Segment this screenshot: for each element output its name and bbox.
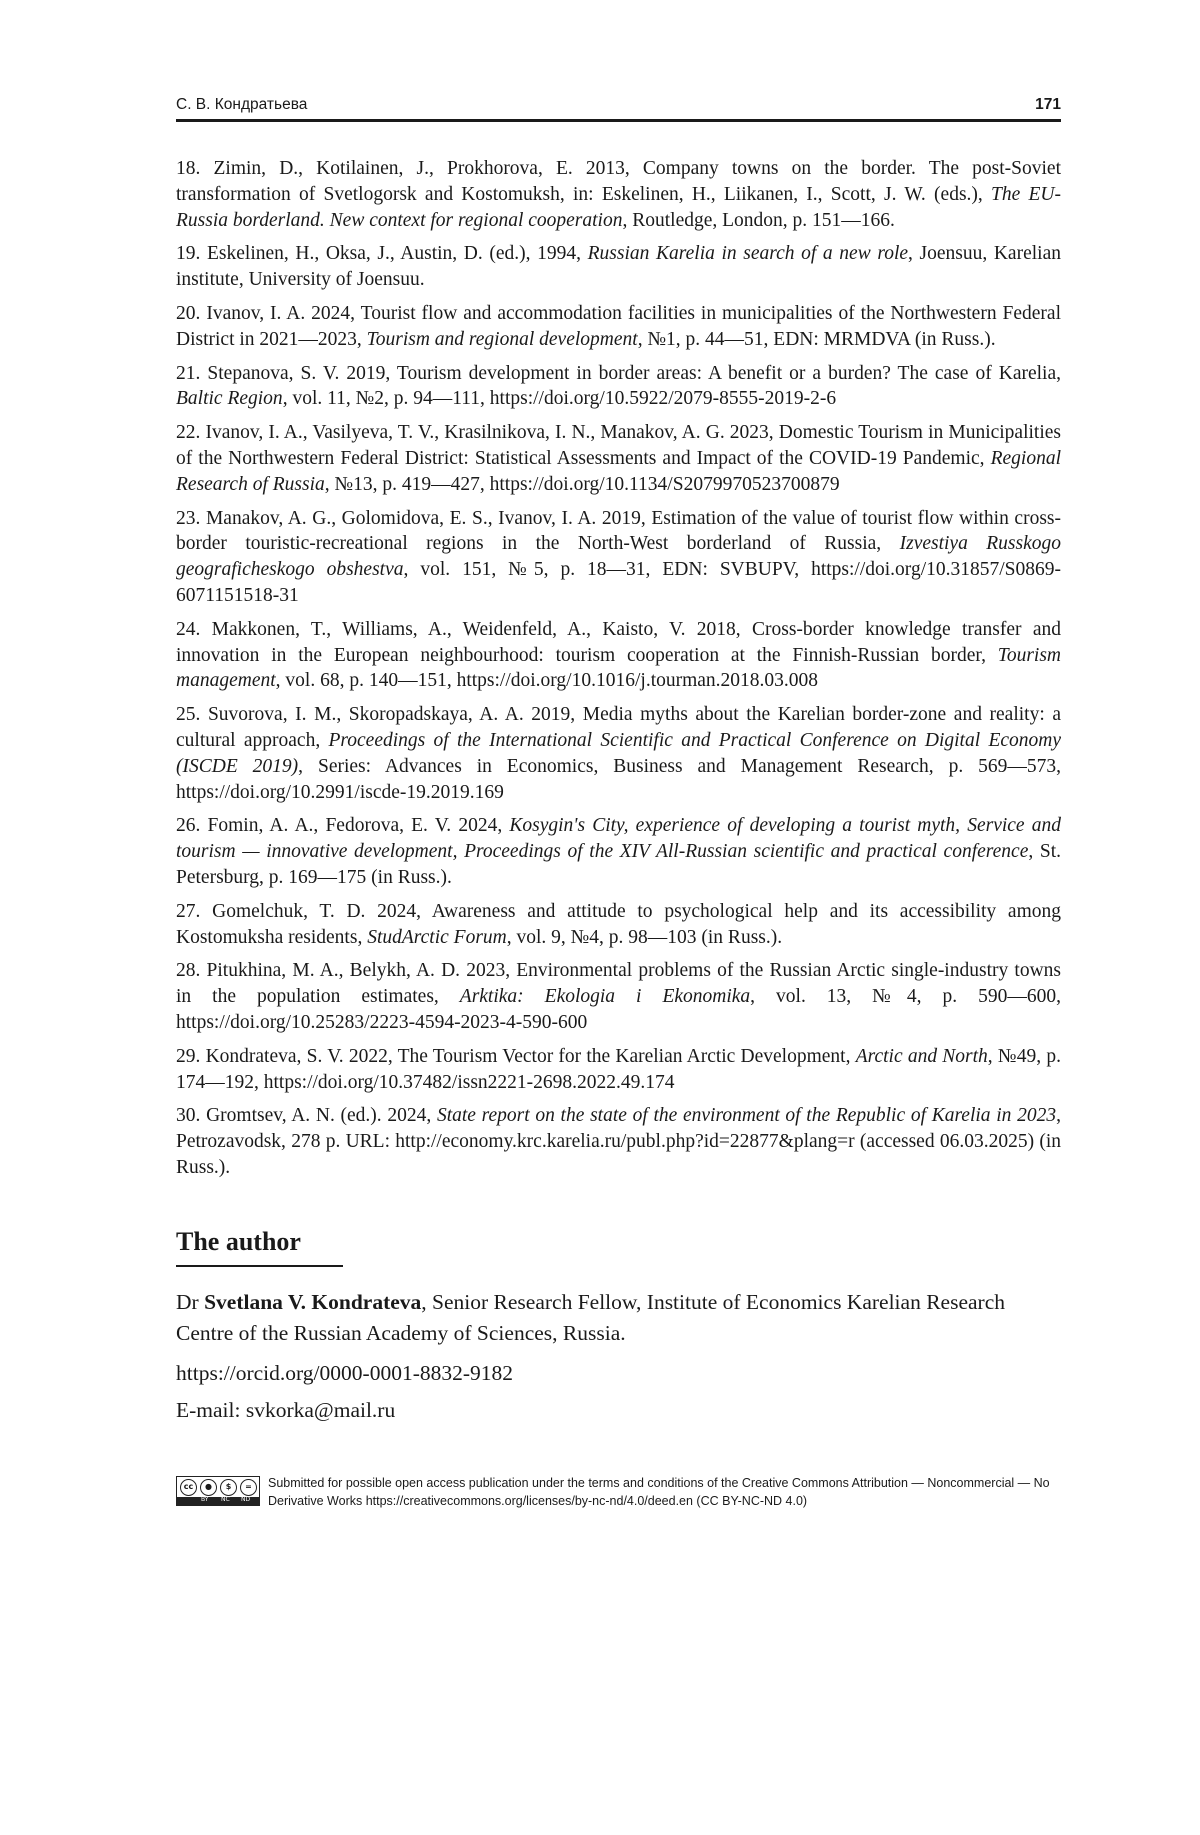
reference-source-title: State report on the state of the environment of the Republic of Karelia in 2023 <box>437 1105 1056 1126</box>
reference-text: Pitukhina, M. A., Belykh, A. D. 2023, Environmental problems of the Russian Arctic single-industry towns in the population estimates, <box>176 960 1061 1007</box>
reference-item <box>176 420 1061 497</box>
reference-list <box>176 156 1061 1181</box>
page <box>176 96 1061 1423</box>
badge-label-nc: NC <box>221 1496 230 1504</box>
reference-text: , №1, p. 44—51, EDN: MRMDVA (in Russ.). <box>638 329 996 350</box>
reference-text: Kondrateva, S. V. 2022, The Tourism Vector for the Karelian Arctic Development, <box>200 1046 855 1067</box>
reference-source-title: Russian Karelia in search of a new role <box>588 243 908 264</box>
reference-source-title: The EU-Russia borderland. New context for regional cooperation <box>176 184 1061 231</box>
author-email[interactable]: E-mail: svkorka@mail.ru <box>176 1398 1061 1423</box>
reference-source-title: Arktika: Ekologia i Ekonomika <box>460 986 750 1007</box>
author-bio <box>176 1287 1061 1349</box>
reference-item <box>176 301 1061 353</box>
reference-number: 24. <box>176 619 200 640</box>
reference-text: Stepanova, S. V. 2019, Tourism development in border areas: A benefit or a burden? The case of Karelia, <box>200 363 1061 384</box>
license-block <box>176 1474 1061 1510</box>
reference-text: , vol. 13, №4, p. 590—600, https://doi.org/10.25283/2223-4594-2023-4-590-600 <box>176 986 1061 1033</box>
author-affiliation: , Senior Research Fellow, Institute of Economics Karelian Research Centre of the Russian Academy of Sciences, Russia. <box>176 1290 1005 1345</box>
reference-item <box>176 1044 1061 1096</box>
reference-source-title: Tourism management <box>176 645 1061 692</box>
reference-number: 30. <box>176 1105 200 1126</box>
reference-text: , vol. 68, p. 140—151, https://doi.org/10.1016/j.tourman.2018.03.008 <box>276 670 818 691</box>
reference-item <box>176 702 1061 805</box>
reference-item <box>176 813 1061 890</box>
reference-text: , Series: Advances in Economics, Business and Management Research, p. 569—573, https://doi.org/10.2991/iscde-19.2019.169 <box>176 756 1061 803</box>
author-heading: The author <box>176 1227 343 1267</box>
reference-item <box>176 241 1061 293</box>
reference-source-title: StudArctic Forum <box>367 927 507 948</box>
reference-text: Zimin, D., Kotilainen, J., Prokhorova, E. 2013, Company towns on the border. The post-Soviet transformation of Svetlogorsk and Kostomuksh, in: Eskelinen, H., Liikanen, I., Scott, J. W. (eds.), <box>176 158 1061 205</box>
reference-text: Gomelchuk, T. D. 2024, Awareness and attitude to psychological help and its accessibility among Kostomuksha residents, <box>176 901 1061 948</box>
running-head-author: С. В. Кондратьева <box>176 96 307 114</box>
reference-number: 29. <box>176 1046 200 1067</box>
reference-number: 19. <box>176 243 200 264</box>
reference-text: , Routledge, London, p. 151—166. <box>622 210 894 231</box>
reference-source-title: Tourism and regional development <box>367 329 638 350</box>
reference-item <box>176 506 1061 609</box>
reference-text: Manakov, A. G., Golomidova, E. S., Ivanov, I. A. 2019, Estimation of the value of tourist flow within cross-border touristic-recreational regions in the North-West borderland of Russia, <box>176 508 1061 555</box>
license-text: Submitted for possible open access publication under the terms and conditions of the Creative Commons Attribution — Noncommercial — No Derivative Works https://creativecommons.org/licenses/by-nc-nd/4.0/deed.en (CC BY-NC-ND 4.0) <box>268 1474 1061 1510</box>
badge-label-by: BY <box>201 1496 208 1504</box>
reference-text: , vol. 11, №2, p. 94—111, https://doi.org/10.5922/2079-8555-2019-2-6 <box>283 388 836 409</box>
reference-source-title: Kosygin's City, experience of developing a tourist myth, Service and tourism — innovative development, Proceedings of the XIV All-Russian scientific and practical conference <box>176 815 1061 862</box>
reference-number: 22. <box>176 422 200 443</box>
running-head <box>176 96 1061 122</box>
reference-text: , vol. 9, №4, p. 98—103 (in Russ.). <box>507 927 782 948</box>
badge-band <box>177 1497 259 1505</box>
reference-text: Suvorova, I. M., Skoropadskaya, A. A. 2019, Media myths about the Karelian border-zone and reality: a cultural approach, <box>176 704 1061 751</box>
by-icon: ● <box>200 1479 217 1496</box>
reference-source-title: Regional Research of Russia <box>176 448 1061 495</box>
reference-source-title: Baltic Region <box>176 388 283 409</box>
reference-text: Ivanov, I. A., Vasilyeva, T. V., Krasilnikova, I. N., Manakov, A. G. 2023, Domestic Tourism in Municipalities of the Northwestern Federal District: Statistical Assessments and Impact of the COVID-19 Pandemic, <box>176 422 1061 469</box>
reference-item <box>176 156 1061 233</box>
author-bio-prefix: Dr <box>176 1290 204 1314</box>
cc-icon: cc <box>180 1479 197 1496</box>
reference-number: 18. <box>176 158 200 179</box>
reference-number: 20. <box>176 303 200 324</box>
reference-text: , №49, p. 174—192, https://doi.org/10.37482/issn2221-2698.2022.49.174 <box>176 1046 1061 1093</box>
reference-source-title: Izvestiya Russkogo geograficheskogo obshestva <box>176 533 1061 580</box>
reference-source-title: Arctic and North <box>856 1046 988 1067</box>
reference-item <box>176 617 1061 694</box>
reference-text: Gromtsev, A. N. (ed.). 2024, <box>200 1105 437 1126</box>
reference-item <box>176 958 1061 1035</box>
reference-text: , Petrozavodsk, 278 p. URL: http://economy.krc.karelia.ru/publ.php?id=22877&plang=r (accessed 06.03.2025) (in Russ.). <box>176 1105 1061 1178</box>
reference-text: , vol. 151, №5, p. 18—31, EDN: SVBUPV, https://doi.org/10.31857/S0869-6071151518-31 <box>176 559 1061 606</box>
author-name: Svetlana V. Kondrateva <box>204 1290 421 1314</box>
reference-number: 21. <box>176 363 200 384</box>
reference-text: , Joensuu, Karelian institute, University of Joensuu. <box>176 243 1061 290</box>
reference-text: Ivanov, I. A. 2024, Tourist flow and accommodation facilities in municipalities of the Northwestern Federal District in 2021—2023, <box>176 303 1061 350</box>
cc-by-nc-nd-badge-icon <box>176 1476 260 1506</box>
reference-text: Eskelinen, H., Oksa, J., Austin, D. (ed.), 1994, <box>200 243 587 264</box>
reference-number: 26. <box>176 815 200 836</box>
reference-item <box>176 899 1061 951</box>
reference-number: 27. <box>176 901 200 922</box>
reference-text: Fomin, A. A., Fedorova, E. V. 2024, <box>200 815 509 836</box>
reference-source-title: Proceedings of the International Scientific and Practical Conference on Digital Economy (ISCDE 2019) <box>176 730 1061 777</box>
author-orcid-link[interactable]: https://orcid.org/0000-0001-8832-9182 <box>176 1361 1061 1386</box>
reference-item <box>176 361 1061 413</box>
page-number: 171 <box>1035 96 1061 114</box>
reference-text: , №13, p. 419—427, https://doi.org/10.1134/S2079970523700879 <box>325 474 840 495</box>
reference-number: 28. <box>176 960 200 981</box>
nd-icon: = <box>240 1479 257 1496</box>
badge-label-nd: ND <box>241 1496 250 1504</box>
nc-icon: $ <box>220 1479 237 1496</box>
reference-text: , St. Petersburg, p. 169—175 (in Russ.). <box>176 841 1061 888</box>
reference-text: Makkonen, T., Williams, A., Weidenfeld, A., Kaisto, V. 2018, Cross-border knowledge transfer and innovation in the European neighbourhood: tourism cooperation at the Finnish-Russian border, <box>176 619 1061 666</box>
reference-number: 23. <box>176 508 200 529</box>
reference-item <box>176 1103 1061 1180</box>
reference-number: 25. <box>176 704 200 725</box>
